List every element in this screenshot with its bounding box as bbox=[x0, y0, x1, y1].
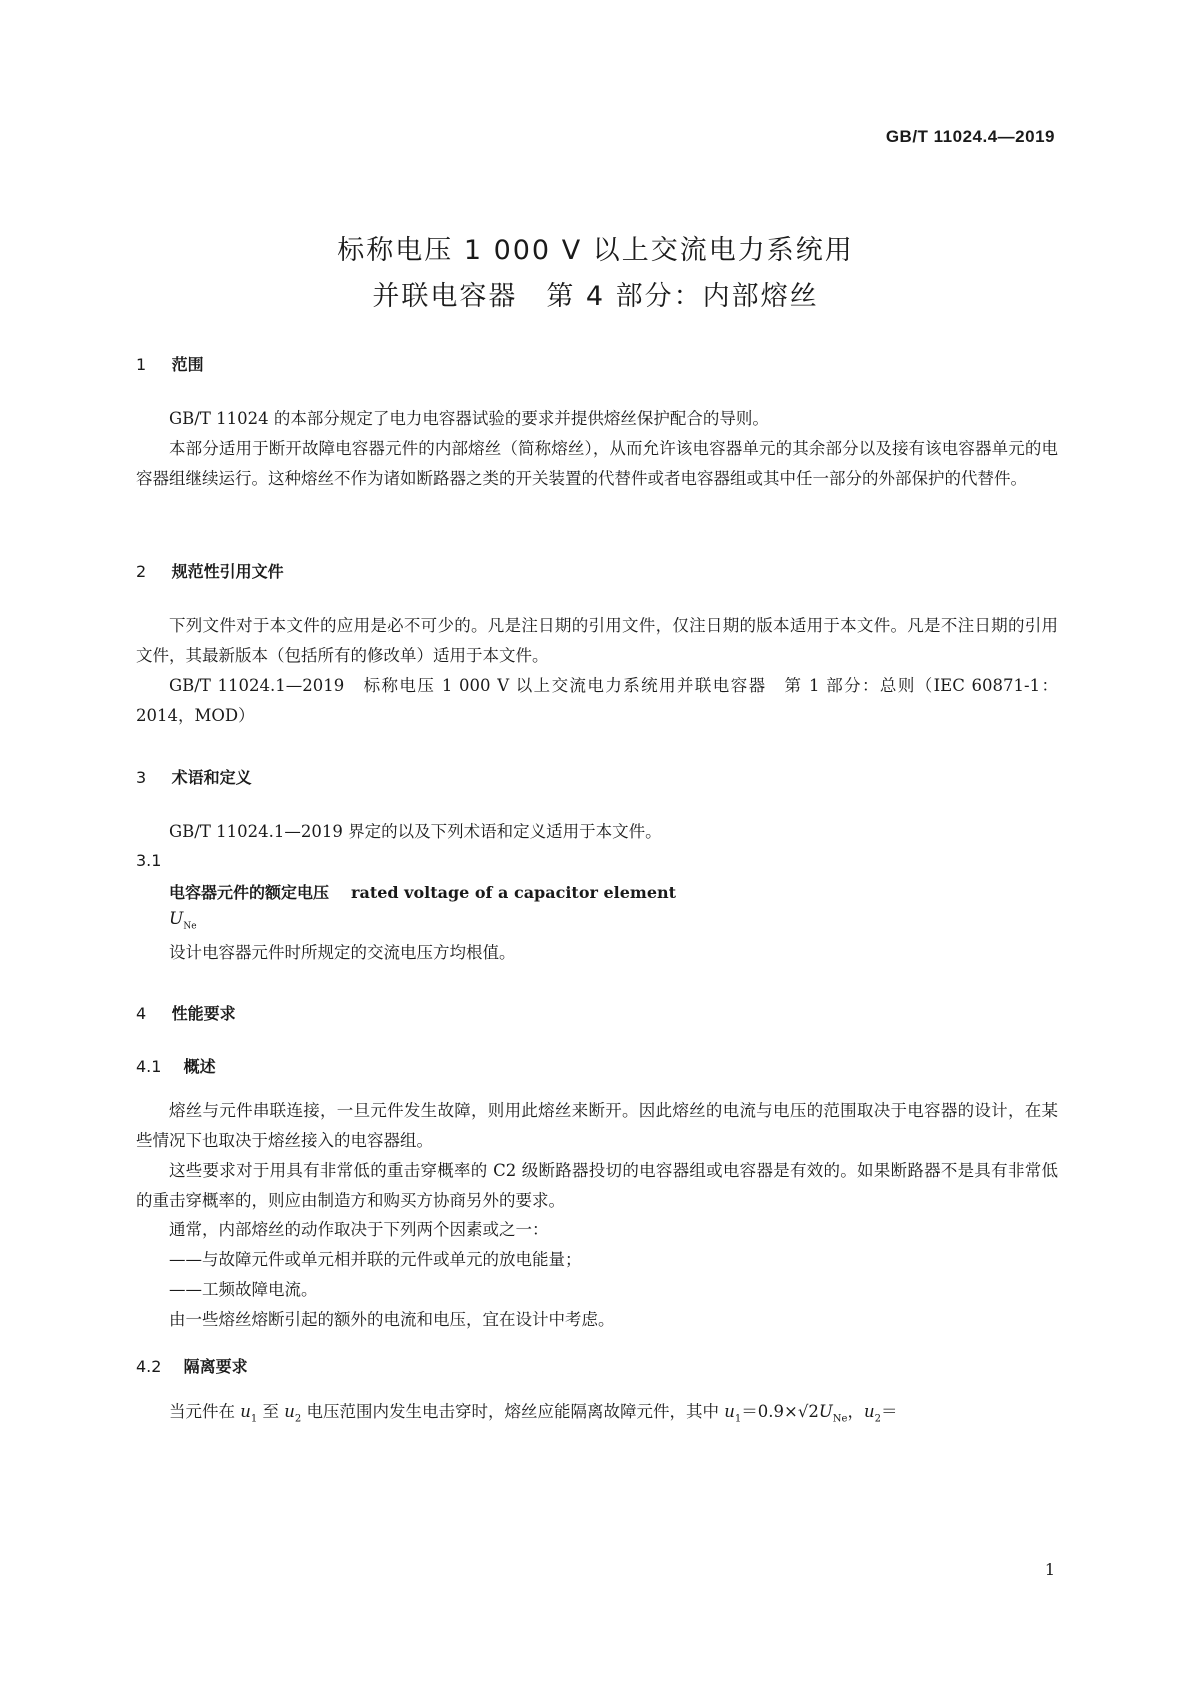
section-1-para-2: 本部分适用于断开故障电容器元件的内部熔丝（简称熔丝），从而允许该电容器单元的其余部分以及接有该电容器单元的电容器组继续运行。这种熔丝不作为诸如断路器之类的开关装置的代替件或者电容器组或其中任一部分的外部保护的代替件。 bbox=[136, 439, 1058, 488]
symbol-U: U bbox=[818, 1402, 833, 1421]
section-number: 2 bbox=[136, 562, 147, 581]
section-4-1-para-4: 由一些熔丝熔断引起的额外的电流和电压，宜在设计中考虑。 bbox=[169, 1310, 615, 1329]
term-number: 3.1 bbox=[136, 851, 162, 870]
symbol-u: u bbox=[724, 1402, 735, 1421]
section-title: 术语和定义 bbox=[171, 768, 252, 787]
subsection-title: 概述 bbox=[183, 1057, 216, 1076]
term-entry bbox=[169, 880, 676, 903]
symbol-subscript: Ne bbox=[183, 921, 197, 932]
document-title bbox=[0, 228, 1191, 320]
section-number: 4 bbox=[136, 1004, 147, 1023]
section-number: 3 bbox=[136, 768, 147, 787]
title-line-2: 并联电容器 第 4 部分：内部熔丝 bbox=[372, 281, 819, 312]
section-1-heading bbox=[136, 352, 204, 375]
subscript: Ne bbox=[832, 1413, 848, 1425]
section-2-heading bbox=[136, 559, 284, 582]
text-run: 至 bbox=[257, 1402, 285, 1421]
subscript: 2 bbox=[874, 1413, 881, 1425]
symbol-u: u bbox=[284, 1402, 295, 1421]
term-english: rated voltage of a capacitor element bbox=[351, 883, 677, 902]
text-run: ＝ bbox=[880, 1402, 898, 1421]
term-symbol bbox=[169, 909, 197, 931]
term-definition: 设计电容器元件时所规定的交流电压方均根值。 bbox=[169, 943, 516, 962]
subscript: 1 bbox=[734, 1413, 742, 1425]
section-4-1-para-3: 通常，内部熔丝的动作取决于下列两个因素或之一： bbox=[169, 1220, 549, 1239]
section-4-heading bbox=[136, 1001, 236, 1024]
title-line-1: 标称电压 1 000 V 以上交流电力系统用 bbox=[337, 235, 854, 266]
section-1-para-1: GB/T 11024 的本部分规定了电力电容器试验的要求并提供熔丝保护配合的导则。 bbox=[169, 409, 769, 428]
section-title: 规范性引用文件 bbox=[171, 562, 284, 581]
section-3-para-1: GB/T 11024.1—2019 界定的以及下列术语和定义适用于本文件。 bbox=[169, 822, 662, 841]
subsection-number: 4.2 bbox=[136, 1357, 162, 1376]
text-run: 当元件在 bbox=[169, 1402, 241, 1421]
text-run: 电压范围内发生电击穿时，熔丝应能隔离故障元件，其中 bbox=[301, 1402, 725, 1421]
term-chinese: 电容器元件的额定电压 bbox=[169, 883, 330, 902]
subsection-number: 4.1 bbox=[136, 1057, 162, 1076]
section-4-1-para-2: 这些要求对于用具有非常低的重击穿概率的 C2 级断路器投切的电容器组或电容器是有效的。如果断路器不是具有非常低的重击穿概率的，则应由制造方和购买方协商另外的要求。 bbox=[136, 1161, 1058, 1210]
symbol-u: u bbox=[240, 1402, 251, 1421]
section-number: 1 bbox=[136, 355, 147, 374]
subscript: 1 bbox=[250, 1413, 258, 1425]
section-title: 性能要求 bbox=[171, 1004, 236, 1023]
normative-reference-1: GB/T 11024.1—2019 标称电压 1 000 V 以上交流电力系统用并联电容器 第 1 部分：总则（IEC 60871-1：2014，MOD） bbox=[136, 676, 1058, 725]
sqrt-symbol: √2 bbox=[797, 1402, 819, 1421]
section-title: 范围 bbox=[171, 355, 204, 374]
section-4-1-heading bbox=[136, 1054, 216, 1077]
standard-number: GB/T 11024.4—2019 bbox=[885, 127, 1055, 146]
section-4-1-para-1: 熔丝与元件串联连接，一旦元件发生故障，则用此熔丝来断开。因此熔丝的电流与电压的范围取决于电容器的设计，在某些情况下也取决于熔丝接入的电容器组。 bbox=[136, 1101, 1058, 1150]
section-4-2-heading bbox=[136, 1354, 248, 1377]
symbol-main: U bbox=[169, 909, 184, 929]
symbol-u: u bbox=[863, 1402, 875, 1421]
list-item: ——与故障元件或单元相并联的元件或单元的放电能量； bbox=[169, 1250, 582, 1269]
text-run: ＝0.9× bbox=[741, 1402, 798, 1421]
text-run: ， bbox=[847, 1402, 864, 1421]
section-4-2-para-1 bbox=[169, 1398, 897, 1424]
list-item: ——工频故障电流。 bbox=[169, 1280, 318, 1299]
section-2-para-1: 下列文件对于本文件的应用是必不可少的。凡是注日期的引用文件，仅注日期的版本适用于本文件。凡是不注日期的引用文件，其最新版本（包括所有的修改单）适用于本文件。 bbox=[136, 616, 1058, 665]
page-number: 1 bbox=[1044, 1560, 1055, 1579]
subsection-title: 隔离要求 bbox=[183, 1357, 248, 1376]
subscript: 2 bbox=[294, 1413, 302, 1425]
section-3-heading bbox=[136, 765, 252, 788]
